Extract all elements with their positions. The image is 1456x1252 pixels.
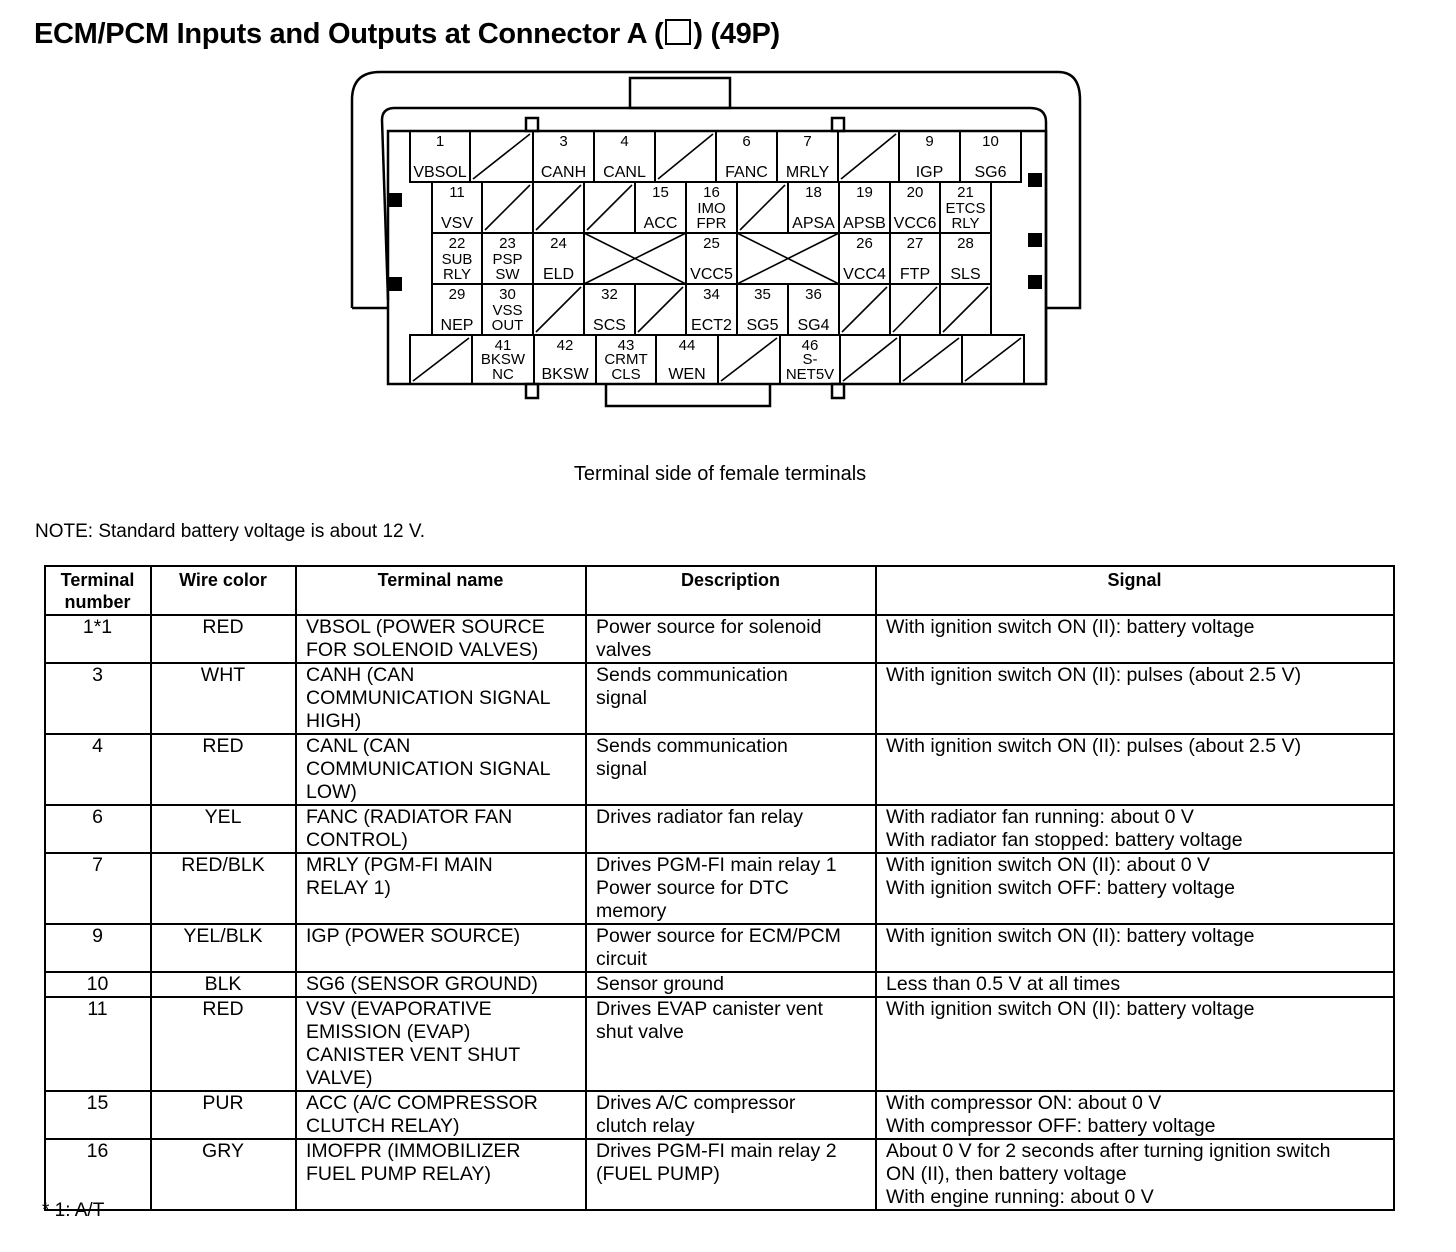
terminal-36: [788, 284, 839, 335]
signal-cell: With ignition switch ON (II): about 0 V With ignition switch OFF: battery voltage: [876, 853, 1394, 924]
terminal-10: [960, 131, 1021, 182]
terminal-number: 36: [805, 286, 822, 303]
empty-cavity: [900, 335, 962, 384]
empty-cavity: [635, 284, 686, 335]
empty-cavity: [718, 335, 780, 384]
table-row: [45, 972, 1394, 997]
table-row: [45, 997, 1394, 1091]
table-row: [45, 924, 1394, 972]
terminal-label: VCC4: [843, 266, 886, 283]
terminal-number: 26: [856, 235, 873, 252]
terminal-label: FTP: [899, 266, 931, 283]
table-row: [45, 805, 1394, 853]
table-row: [45, 853, 1394, 924]
description-cell: Drives EVAP canister vent shut valve: [586, 997, 876, 1091]
terminal-3: [533, 131, 594, 182]
table-row: [45, 1091, 1394, 1139]
terminal-label: MRLY: [785, 164, 830, 181]
empty-cavity: [410, 335, 472, 384]
signal-cell: With ignition switch ON (II): pulses (about 2.5 V): [876, 734, 1394, 805]
connector-diagram: [0, 0, 1456, 420]
terminal-label: S-: [802, 351, 818, 368]
terminal-number: 9: [925, 133, 934, 150]
table-body: [45, 615, 1394, 1210]
description-cell: Power source for solenoid valves: [586, 615, 876, 663]
wire-color-cell: RED: [151, 615, 296, 663]
terminal-name-cell: FANC (RADIATOR FAN CONTROL): [296, 805, 586, 853]
table-row: [45, 663, 1394, 734]
terminal-label: SG4: [797, 317, 830, 334]
terminal-number: 21: [957, 184, 974, 201]
terminal-44: [656, 335, 718, 384]
terminal-number: 11: [449, 184, 465, 201]
page-title: ECM/PCM Inputs and Outputs at Connector A ( ) (49P): [34, 18, 780, 50]
terminal-46: [780, 335, 840, 384]
wire-color-cell: YEL: [151, 805, 296, 853]
terminal-number: 16: [703, 184, 720, 201]
terminal-number: 32: [601, 286, 618, 303]
terminal-number: 30: [499, 286, 516, 303]
terminal-number: 24: [550, 235, 567, 252]
terminal-label: APSA: [792, 215, 835, 232]
terminal-43: [596, 335, 656, 384]
signal-cell: About 0 V for 2 seconds after turning ignition switch ON (II), then battery voltage With engine running: about 0 V: [876, 1139, 1394, 1210]
terminal-21: [940, 182, 991, 233]
terminal-label: PSP: [492, 251, 523, 268]
battery-note: NOTE: Standard battery voltage is about 12 V.: [35, 521, 426, 542]
terminal-number: 27: [906, 235, 924, 252]
terminal-label: APSB: [843, 215, 886, 232]
terminal-number-cell: 10: [45, 972, 151, 997]
terminal-22: [432, 233, 482, 284]
terminal-4: [594, 131, 655, 182]
signal-cell: With ignition switch ON (II): battery voltage: [876, 924, 1394, 972]
terminal-23: [482, 233, 533, 284]
terminal-35: [737, 284, 788, 335]
terminal-label: RLY: [951, 215, 980, 232]
terminal-number: 25: [703, 235, 720, 252]
empty-cavity: [533, 182, 584, 233]
terminal-label: SG5: [746, 317, 779, 334]
terminal-name-cell: CANL (CAN COMMUNICATION SIGNAL LOW): [296, 734, 586, 805]
terminal-29: [432, 284, 482, 335]
table-row: [45, 734, 1394, 805]
wire-color-cell: GRY: [151, 1139, 296, 1210]
wire-color-cell: PUR: [151, 1091, 296, 1139]
terminal-28: [940, 233, 991, 284]
terminal-number-cell: 3: [45, 663, 151, 734]
terminal-6: [716, 131, 777, 182]
terminal-label: BKSW: [541, 366, 589, 383]
wire-color-cell: RED: [151, 997, 296, 1091]
terminal-label: BKSW: [480, 351, 526, 368]
terminal-number: 44: [678, 337, 696, 354]
wire-color-cell: RED/BLK: [151, 853, 296, 924]
terminal-label: SCS: [593, 317, 626, 334]
header-signal: Signal: [876, 566, 1394, 615]
empty-cavity: [655, 131, 716, 182]
terminal-20: [890, 182, 940, 233]
signal-cell: With ignition switch ON (II): pulses (about 2.5 V): [876, 663, 1394, 734]
empty-cavity: [940, 284, 991, 335]
terminal-number: 43: [617, 337, 635, 354]
terminal-16: [686, 182, 737, 233]
terminal-number: 35: [754, 286, 771, 303]
terminal-label: RLY: [442, 266, 472, 283]
terminal-label: CANH: [540, 164, 587, 181]
terminal-label: NEP: [440, 317, 474, 334]
terminal-number: 23: [499, 235, 516, 252]
connector-cells: [410, 131, 1024, 384]
terminal-9: [899, 131, 960, 182]
terminal-34: [686, 284, 737, 335]
signal-cell: With radiator fan running: about 0 V With radiator fan stopped: battery voltage: [876, 805, 1394, 853]
terminal-15: [635, 182, 686, 233]
terminal-41: [472, 335, 534, 384]
empty-cavity: [584, 233, 686, 284]
description-cell: Drives PGM-FI main relay 2 (FUEL PUMP): [586, 1139, 876, 1210]
wire-color-cell: WHT: [151, 663, 296, 734]
empty-cavity: [533, 284, 584, 335]
terminal-name-cell: SG6 (SENSOR GROUND): [296, 972, 586, 997]
signal-cell: With compressor ON: about 0 V With compressor OFF: battery voltage: [876, 1091, 1394, 1139]
description-cell: Sensor ground: [586, 972, 876, 997]
terminal-label: IMO: [697, 200, 726, 217]
empty-cavity: [470, 131, 533, 182]
signal-cell: Less than 0.5 V at all times: [876, 972, 1394, 997]
empty-cavity: [840, 335, 900, 384]
header-terminal-number: Terminal number: [45, 566, 151, 615]
terminal-number-cell: 1*1: [45, 615, 151, 663]
terminal-42: [534, 335, 596, 384]
terminal-number: 34: [703, 286, 720, 303]
terminal-name-cell: IGP (POWER SOURCE): [296, 924, 586, 972]
terminal-label: IGP: [915, 164, 944, 181]
terminal-25: [686, 233, 737, 284]
terminal-19: [839, 182, 890, 233]
terminal-30: [482, 284, 533, 335]
terminal-label: WEN: [668, 366, 706, 383]
empty-cavity: [839, 284, 890, 335]
description-cell: Sends communication signal: [586, 663, 876, 734]
terminal-label: VBSOL: [413, 164, 467, 181]
terminal-11: [432, 182, 482, 233]
terminal-number: 28: [957, 235, 974, 252]
description-cell: Drives radiator fan relay: [586, 805, 876, 853]
wire-color-cell: BLK: [151, 972, 296, 997]
table-row: [45, 615, 1394, 663]
terminal-number: 7: [803, 133, 812, 150]
signal-cell: With ignition switch ON (II): battery voltage: [876, 997, 1394, 1091]
terminal-number-cell: 6: [45, 805, 151, 853]
terminal-label: ELD: [542, 266, 575, 283]
terminal-label: VCC6: [893, 215, 937, 232]
terminal-number-cell: 16: [45, 1139, 151, 1210]
footnote: * 1: A/T: [42, 1200, 105, 1221]
terminal-table: [44, 565, 1395, 1211]
header-wire-color: Wire color: [151, 566, 296, 615]
diagram-caption: Terminal side of female terminals: [573, 463, 867, 485]
terminal-number: 19: [856, 184, 873, 201]
terminal-number-cell: 15: [45, 1091, 151, 1139]
terminal-number: 15: [652, 184, 669, 201]
empty-cavity: [890, 284, 940, 335]
terminal-number: 20: [906, 184, 924, 201]
terminal-number: 18: [805, 184, 822, 201]
table-header-row: [45, 566, 1394, 615]
terminal-number: 22: [448, 235, 466, 252]
empty-cavity: [584, 182, 635, 233]
terminal-label: CANL: [603, 164, 646, 181]
terminal-number: 46: [801, 337, 819, 354]
terminal-label: NC: [492, 366, 514, 383]
terminal-number: 29: [448, 286, 466, 303]
terminal-name-cell: VSV (EVAPORATIVE EMISSION (EVAP) CANISTER VENT SHUT VALVE): [296, 997, 586, 1091]
wire-color-cell: YEL/BLK: [151, 924, 296, 972]
empty-cavity: [737, 233, 839, 284]
terminal-label: NET5V: [785, 366, 835, 383]
terminal-26: [839, 233, 890, 284]
terminal-label: CRMT: [604, 351, 648, 368]
terminal-32: [584, 284, 635, 335]
terminal-name-cell: ACC (A/C COMPRESSOR CLUTCH RELAY): [296, 1091, 586, 1139]
terminal-18: [788, 182, 839, 233]
terminal-label: VSS: [492, 302, 523, 319]
terminal-label: FPR: [696, 215, 727, 232]
description-cell: Power source for ECM/PCM circuit: [586, 924, 876, 972]
wire-color-cell: RED: [151, 734, 296, 805]
terminal-name-cell: MRLY (PGM-FI MAIN RELAY 1): [296, 853, 586, 924]
terminal-7: [777, 131, 838, 182]
terminal-label: ETCS: [945, 200, 986, 217]
terminal-number-cell: 4: [45, 734, 151, 805]
terminal-number-cell: 11: [45, 997, 151, 1091]
signal-cell: With ignition switch ON (II): battery voltage: [876, 615, 1394, 663]
empty-cavity: [737, 182, 788, 233]
terminal-label: VCC5: [690, 266, 733, 283]
terminal-number: 41: [494, 337, 512, 354]
terminal-number: 1: [435, 133, 445, 150]
terminal-name-cell: CANH (CAN COMMUNICATION SIGNAL HIGH): [296, 663, 586, 734]
table-row: [45, 1139, 1394, 1210]
terminal-label: ACC: [643, 215, 678, 232]
terminal-label: SUB: [441, 251, 473, 268]
terminal-name-cell: VBSOL (POWER SOURCE FOR SOLENOID VALVES): [296, 615, 586, 663]
description-cell: Drives PGM-FI main relay 1 Power source for DTC memory: [586, 853, 876, 924]
terminal-label: OUT: [491, 317, 524, 334]
empty-cavity: [962, 335, 1024, 384]
terminal-label: VSV: [440, 215, 474, 232]
terminal-24: [533, 233, 584, 284]
empty-cavity: [482, 182, 533, 233]
terminal-label: CLS: [611, 366, 641, 383]
description-cell: Drives A/C compressor clutch relay: [586, 1091, 876, 1139]
terminal-name-cell: IMOFPR (IMMOBILIZER FUEL PUMP RELAY): [296, 1139, 586, 1210]
terminal-number: 10: [982, 133, 999, 150]
empty-cavity: [838, 131, 899, 182]
terminal-label: FANC: [725, 164, 768, 181]
header-description: Description: [586, 566, 876, 615]
terminal-label: SG6: [974, 164, 1007, 181]
terminal-number: 3: [559, 133, 568, 150]
terminal-number: 42: [556, 337, 574, 354]
terminal-label: SLS: [950, 266, 981, 283]
terminal-number-cell: 7: [45, 853, 151, 924]
description-cell: Sends communication signal: [586, 734, 876, 805]
terminal-label: ECT2: [691, 317, 732, 334]
header-terminal-name: Terminal name: [296, 566, 586, 615]
terminal-number-cell: 9: [45, 924, 151, 972]
terminal-27: [890, 233, 940, 284]
terminal-number: 6: [742, 133, 751, 150]
terminal-number: 4: [620, 133, 629, 150]
terminal-label: SW: [495, 266, 520, 283]
terminal-1: [410, 131, 470, 182]
